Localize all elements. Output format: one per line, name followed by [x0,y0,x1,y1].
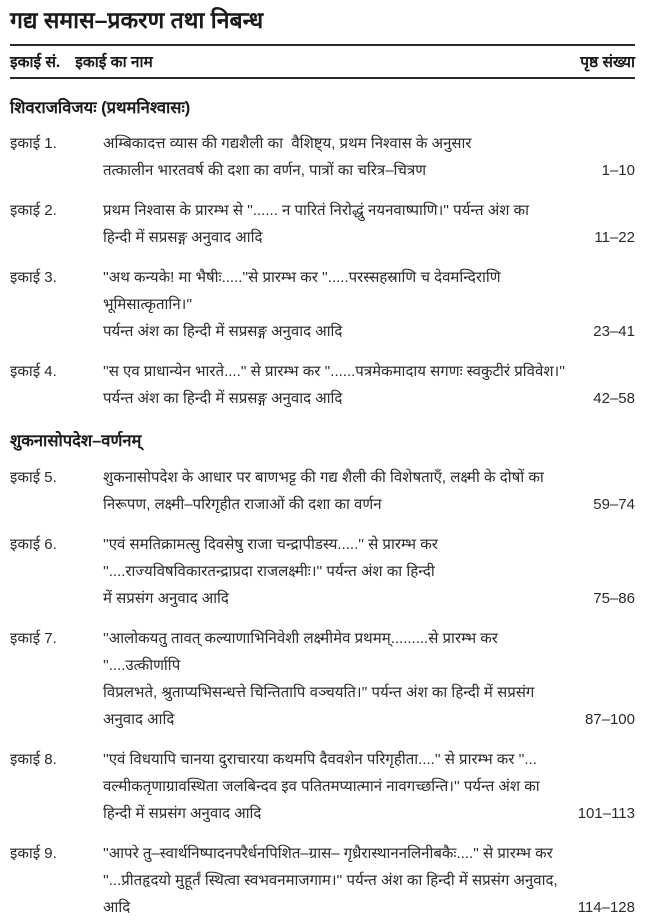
unit-description-line: अनुवाद आदि [103,710,175,728]
unit-description-line: निरूपण, लक्ष्मी–परिगृहीत राजाओं की दशा का वर्णन [103,495,382,513]
unit-description [103,625,577,733]
unit-page-range: 11–22 [594,229,635,247]
unit-description-line: ''....राज्यविषविकारतन्द्राप्रदा राजलक्ष्मीः।'' पर्यन्त अंश का हिन्दी [103,562,435,580]
section-heading: शुकनासोपदेश–वर्णनम् [10,432,142,451]
unit-description-line: तत्कालीन भारतवर्ष की दशा का वर्णन, पात्रों का चरित्र–चित्रण [103,162,427,180]
unit-label: इकाई 6. [10,535,57,553]
unit-label: इकाई 8. [10,750,57,768]
unit-description-line: ''आलोकयतु तावत् कल्याणाभिनिवेशी लक्ष्मीमेव प्रथमम्.........से प्रारम्भ कर ''....उत्कीर्णापि [103,629,503,674]
unit-description [103,358,585,412]
unit-label: इकाई 2. [10,202,57,220]
unit-description-line: में सप्रसंग अनुवाद आदि [103,589,229,607]
unit-description-line: ''स एव प्राधान्येन भारते....'' से प्रारम्भ कर ''......पत्रमेकमादाय सगणः स्वकुटीरं प्रविवेश।'' [103,363,565,381]
header-unit-number: इकाई सं. [10,53,61,71]
unit-description-line: अम्बिकादत्त व्यास की गद्यशैली का वैशिष्ट्य, प्रथम निश्वास के अनुसार [103,135,472,153]
unit-page-range: 114–128 [577,898,635,916]
unit-page-range: 87–100 [584,710,635,728]
unit-label: इकाई 4. [10,363,57,381]
unit-label: इकाई 9. [10,844,57,862]
unit-description-line: ''...प्रीतहृदयो मुहूर्तं स्थित्वा स्वभवनमाजगाम।'' पर्यन्त अंश का हिन्दी में सप्रसंग अनुवाद, [103,871,558,889]
header-unit-name: इकाई का नाम [75,53,153,71]
unit-page-range: 42–58 [593,390,635,408]
unit-description-line: विप्रलभते, श्रुताप्यभिसन्धत्ते चिन्तितापि वञ्चयति।'' पर्यन्त अंश का हिन्दी में सप्रसंग [103,683,535,701]
unit-description [103,464,585,518]
unit-description-line: पर्यन्त अंश का हिन्दी में सप्रसङ्ग अनुवाद आदि [103,390,343,408]
unit-page-range: 101–113 [577,804,635,822]
unit-description [103,197,586,251]
unit-description-line: पर्यन्त अंश का हिन्दी में सप्रसङ्ग अनुवाद आदि [103,323,343,341]
unit-row [10,746,635,827]
unit-description-line: ''आपरे तु–स्वार्थनिष्पादनपरैर्धनपिशित–ग्रास– गृध्रैरास्थाननलिनीबकैः....'' से प्रारम्भ कर [103,844,553,862]
unit-row [10,625,635,733]
unit-row [10,531,635,612]
unit-row [10,264,635,345]
unit-description-line: शुकनासोपदेश के आधार पर बाणभट्ट की गद्य शैली की विशेषताएँ, लक्ष्मी के दोषों का [103,468,544,486]
unit-description [103,840,570,921]
unit-description-line: प्रथम निश्वास के प्रारम्भ से ''...... न पारितं निरोद्धुं नयनवाष्पाणि।'' पर्यन्त अंश का [103,202,529,220]
table-header [10,46,635,77]
header-page-number: पृष्ठ संख्या [580,53,635,71]
unit-description [103,746,570,827]
unit-description-line: हिन्दी में सप्रसंग अनुवाद आदि [103,804,262,822]
unit-description-line: हिन्दी में सप्रसङ्ग अनुवाद आदि [103,229,263,247]
unit-page-range: 59–74 [593,495,635,513]
unit-row [10,130,635,184]
unit-page-range: 1–10 [601,162,635,180]
section-heading: शिवराजविजयः (प्रथमनिश्वासः) [10,98,191,117]
page-title: गद्य समास–प्रकरण तथा निबन्ध [10,7,264,33]
unit-description-line: ''एवं विधयापि चानया दुराचारया कथमपि दैववशेन परिगृहीता....'' से प्रारम्भ कर ''... [103,750,537,768]
unit-page-range: 75–86 [593,589,635,607]
unit-description-line: आदि [103,898,131,916]
unit-description [103,531,585,612]
unit-row [10,197,635,251]
unit-description-line: ''अथ कन्यके! मा भैषीः.....''से प्रारम्भ कर ''.....परस्सहस्राणि च देवमन्दिराणि भूमिसात्कृतानि।'' [103,269,505,314]
unit-label: इकाई 5. [10,468,57,486]
unit-row [10,358,635,412]
unit-description-line: वल्मीकतृणाग्रावस्थिता जलबिन्दव इव पतितमप्यात्मानं नावगच्छन्ति।'' पर्यन्त अंश का [103,777,540,795]
unit-description [103,130,594,184]
unit-label: इकाई 3. [10,269,57,287]
toc-content [10,98,635,921]
unit-row [10,840,635,921]
unit-page-range: 23–41 [593,323,635,341]
header-bottom-rule [10,77,635,79]
unit-label: इकाई 7. [10,629,57,647]
unit-description [103,264,585,345]
unit-label: इकाई 1. [10,135,57,153]
unit-row [10,464,635,518]
unit-description-line: ''एवं समतिक्रामत्सु दिवसेषु राजा चन्द्रापीडस्य.....'' से प्रारम्भ कर [103,535,438,553]
